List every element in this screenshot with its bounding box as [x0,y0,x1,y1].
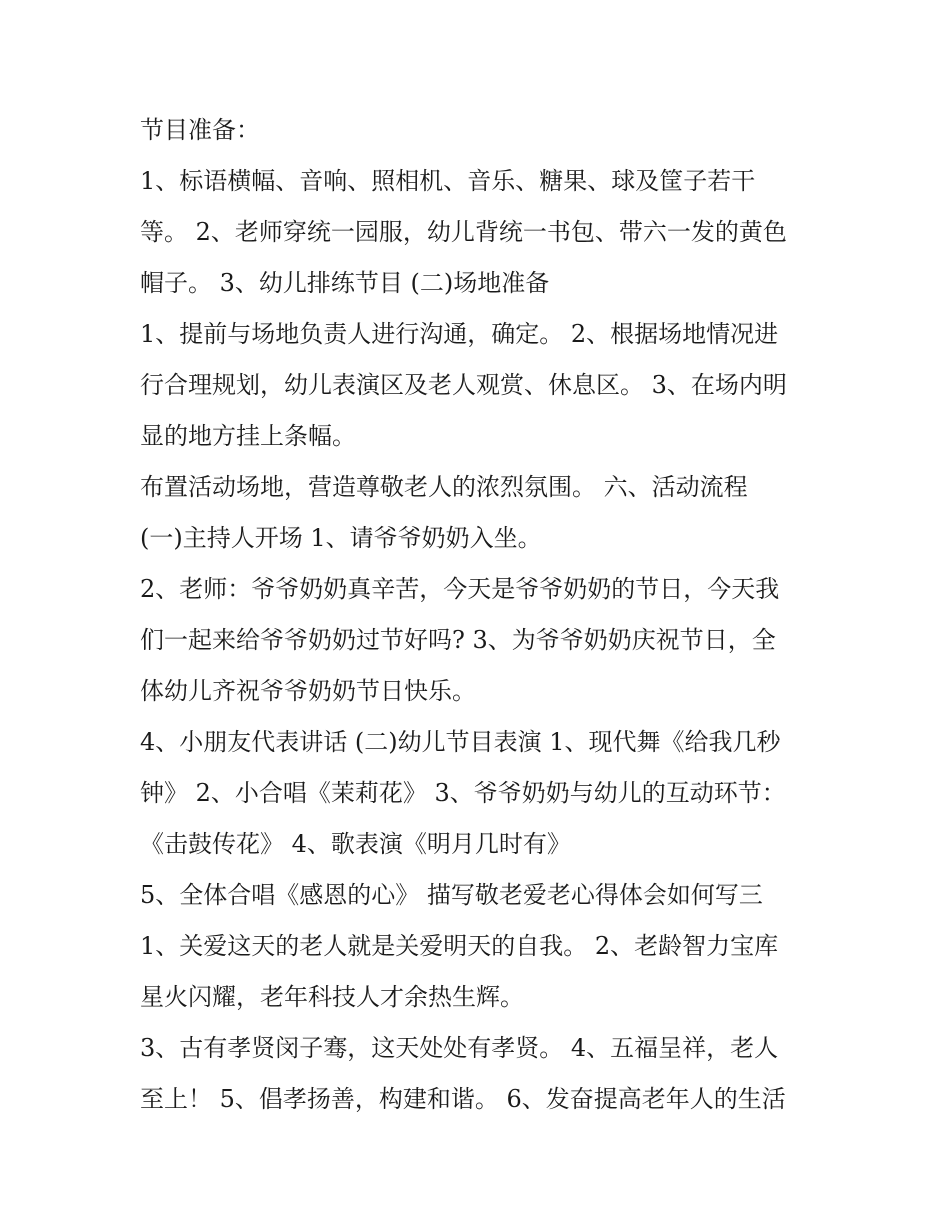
text-line: 星火闪耀，老年科技人才余热生辉。 [140,983,524,1011]
text-line: 2、老师：爷爷奶奶真辛苦，今天是爷爷奶奶的节日，今天我 [140,575,780,603]
text-line: 布置活动场地，营造尊敬老人的浓烈氛围。 六、活动流程 [140,473,748,501]
text-line: 1、标语横幅、音响、照相机、音乐、糖果、球及筐子若干 [140,167,756,195]
text-line: 节目准备： [140,116,260,144]
text-line: 《击鼓传花》 4、歌表演《明月几时有》 [140,830,571,858]
text-line: 显的地方挂上条幅。 [140,422,356,450]
text-line: 行合理规划，幼儿表演区及老人观赏、休息区。 3、在场内明 [140,371,787,399]
text-line: 体幼儿齐祝爷爷奶奶节日快乐。 [140,677,476,705]
text-line: 钟》 2、小合唱《茉莉花》 3、爷爷奶奶与幼儿的互动环节： [140,779,786,807]
text-line: 1、关爱这天的老人就是关爱明天的自我。 2、老龄智力宝库 [140,932,779,960]
text-line: 帽子。 3、幼儿排练节目 (二)场地准备 [140,269,550,297]
text-line: 4、小朋友代表讲话 (二)幼儿节目表演 1、现代舞《给我几秒 [140,728,781,756]
text-line: 5、全体合唱《感恩的心》 描写敬老爱老心得体会如何写三 [140,881,763,909]
document-body [140,105,820,1125]
text-line: 等。 2、老师穿统一园服，幼儿背统一书包、带六一发的黄色 [140,218,787,246]
text-line: (一)主持人开场 1、请爷爷奶奶入坐。 [140,524,542,552]
text-line: 1、提前与场地负责人进行沟通，确定。 2、根据场地情况进 [140,320,779,348]
text-line: 们一起来给爷爷奶奶过节好吗? 3、为爷爷奶奶庆祝节日，全 [140,626,776,654]
text-line: 至上！ 5、倡孝扬善，构建和谐。 6、发奋提高老年人的生活 [140,1085,786,1113]
text-line: 3、古有孝贤闵子骞，这天处处有孝贤。 4、五福呈祥，老人 [140,1034,779,1062]
